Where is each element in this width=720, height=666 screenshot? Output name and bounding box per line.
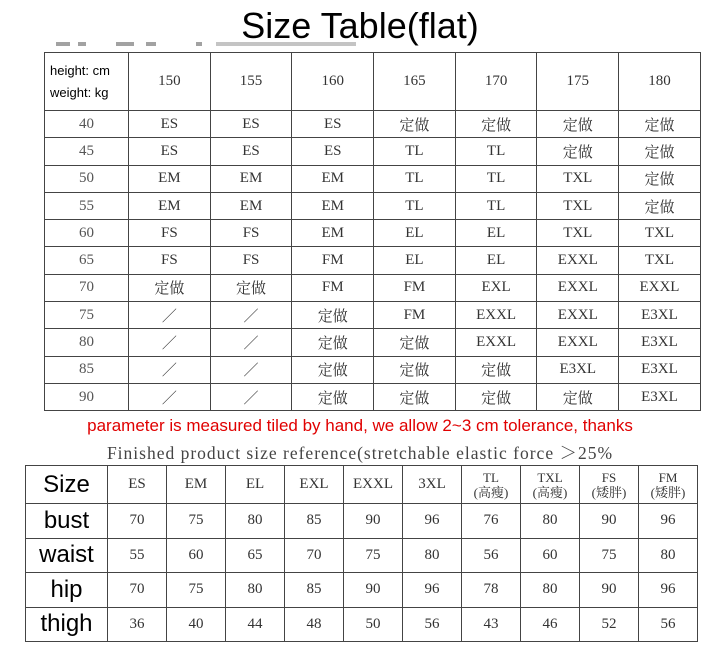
size-cell: FS: [129, 220, 211, 247]
measurement-value: 90: [344, 573, 403, 608]
size-cell: 定做: [619, 192, 701, 219]
garment-measurement-table: [25, 465, 698, 642]
size-cell: ／: [210, 329, 292, 356]
size-cell: FM: [374, 302, 456, 329]
size-code: EXL: [299, 476, 329, 492]
height-weight-header-cell: [45, 53, 129, 111]
size-header-cell: [167, 466, 226, 504]
measurement-value: 80: [521, 573, 580, 608]
size-cell: ES: [292, 138, 374, 165]
size-cell: EL: [374, 247, 456, 274]
measurement-value: 75: [167, 504, 226, 539]
size-code: TXL: [537, 469, 563, 485]
measurement-value: 96: [403, 504, 462, 539]
measurement-label: hip: [26, 573, 108, 608]
measurement-value: 52: [580, 607, 639, 642]
size-cell: EXXL: [455, 302, 537, 329]
measurement-value: 80: [226, 504, 285, 539]
size-cell: ／: [129, 329, 211, 356]
weight-cell: 45: [45, 138, 129, 165]
weight-cell: 40: [45, 111, 129, 138]
size-cell: 定做: [292, 329, 374, 356]
table2-row: [26, 573, 698, 608]
measurement-value: 90: [344, 504, 403, 539]
table1-row: [45, 274, 701, 301]
measurement-value: 70: [108, 573, 167, 608]
table2-row: [26, 538, 698, 573]
size-cell: EL: [455, 247, 537, 274]
size-cell: ／: [210, 356, 292, 383]
size-cell: TXL: [537, 165, 619, 192]
size-cell: 定做: [374, 329, 456, 356]
size-cell: TXL: [619, 220, 701, 247]
measurement-value: 76: [462, 504, 521, 539]
size-cell: ／: [129, 383, 211, 410]
weight-cell: 85: [45, 356, 129, 383]
size-cell: FS: [210, 247, 292, 274]
size-cell: 定做: [292, 356, 374, 383]
measurement-value: 56: [462, 538, 521, 573]
size-note: (高瘦): [473, 484, 509, 500]
measurement-value: 55: [108, 538, 167, 573]
weight-cell: 55: [45, 192, 129, 219]
size-cell: ES: [210, 111, 292, 138]
measurement-value: 80: [521, 504, 580, 539]
measurement-value: 50: [344, 607, 403, 642]
size-cell: 定做: [292, 383, 374, 410]
height-header-cell: 170: [455, 53, 537, 111]
size-header-cell: [403, 466, 462, 504]
size-cell: EM: [292, 165, 374, 192]
size-cell: EM: [292, 192, 374, 219]
size-cell: TXL: [537, 220, 619, 247]
size-cell: TL: [455, 192, 537, 219]
size-cell: EL: [455, 220, 537, 247]
size-cell: TXL: [537, 192, 619, 219]
measurement-value: 46: [521, 607, 580, 642]
size-cell: FS: [129, 247, 211, 274]
size-header-cell: [108, 466, 167, 504]
measurement-value: 75: [580, 538, 639, 573]
size-cell: 定做: [455, 111, 537, 138]
size-cell: TL: [374, 192, 456, 219]
size-cell: 定做: [537, 383, 619, 410]
weight-cell: 50: [45, 165, 129, 192]
size-cell: FS: [210, 220, 292, 247]
size-cell: 定做: [374, 383, 456, 410]
measurement-value: 70: [285, 538, 344, 573]
size-cell: ／: [210, 383, 292, 410]
measurement-value: 96: [639, 504, 698, 539]
size-cell: ES: [292, 111, 374, 138]
measurement-value: 80: [639, 538, 698, 573]
measurement-value: 36: [108, 607, 167, 642]
size-code: ES: [128, 476, 146, 492]
size-cell: 定做: [619, 111, 701, 138]
size-cell: TL: [374, 165, 456, 192]
size-cell: EM: [129, 192, 211, 219]
size-cell: FM: [292, 247, 374, 274]
weight-cell: 75: [45, 302, 129, 329]
weight-cell: 70: [45, 274, 129, 301]
tolerance-note: parameter is measured tiled by hand, we allow 2~3 cm tolerance, thanks: [87, 416, 633, 435]
size-note: (高瘦): [532, 484, 568, 500]
size-code: EXXL: [353, 476, 393, 492]
height-header-cell: 180: [619, 53, 701, 111]
size-cell: EXXL: [455, 329, 537, 356]
size-cell: TL: [374, 138, 456, 165]
measurement-value: 56: [403, 607, 462, 642]
size-code: 3XL: [418, 476, 446, 492]
measurement-value: 85: [285, 504, 344, 539]
size-cell: 定做: [537, 138, 619, 165]
measurement-value: 60: [521, 538, 580, 573]
size-cell: ES: [129, 138, 211, 165]
table1-row: [45, 165, 701, 192]
measurement-value: 85: [285, 573, 344, 608]
size-cell: EXXL: [619, 274, 701, 301]
size-header-label: Size: [26, 466, 108, 504]
size-cell: ES: [210, 138, 292, 165]
weight-cell: 60: [45, 220, 129, 247]
table1-row: [45, 247, 701, 274]
size-cell: 定做: [619, 165, 701, 192]
table1-row: [45, 192, 701, 219]
size-cell: 定做: [537, 111, 619, 138]
table1-row: [45, 111, 701, 138]
size-cell: TL: [455, 138, 537, 165]
size-cell: E3XL: [619, 302, 701, 329]
measurement-value: 60: [167, 538, 226, 573]
measurement-value: 80: [226, 573, 285, 608]
size-cell: EM: [129, 165, 211, 192]
measurement-value: 96: [403, 573, 462, 608]
size-cell: EM: [210, 165, 292, 192]
height-header-cell: 160: [292, 53, 374, 111]
measurement-value: 90: [580, 573, 639, 608]
weight-cell: 90: [45, 383, 129, 410]
measurement-label: thigh: [26, 607, 108, 642]
cropped-text-remnant: [56, 40, 366, 50]
height-header-cell: 175: [537, 53, 619, 111]
measurement-value: 65: [226, 538, 285, 573]
table1-row: [45, 383, 701, 410]
size-cell: 定做: [619, 138, 701, 165]
height-header-cell: 150: [129, 53, 211, 111]
size-cell: ES: [129, 111, 211, 138]
size-header-cell: [462, 466, 521, 504]
measurement-value: 44: [226, 607, 285, 642]
size-code: TL: [483, 469, 499, 485]
size-cell: E3XL: [619, 356, 701, 383]
size-cell: EXXL: [537, 302, 619, 329]
size-note: (矮胖): [650, 484, 686, 500]
size-note: (矮胖): [591, 484, 627, 500]
height-unit-label: height: cm: [50, 62, 110, 78]
size-cell: E3XL: [537, 356, 619, 383]
size-header-cell: [639, 466, 698, 504]
height-header-cell: 155: [210, 53, 292, 111]
measurement-value: 43: [462, 607, 521, 642]
measurement-label: bust: [26, 504, 108, 539]
measurement-value: 96: [639, 573, 698, 608]
measurement-value: 80: [403, 538, 462, 573]
weight-unit-label: weight: kg: [50, 84, 109, 100]
size-header-cell: [580, 466, 639, 504]
size-cell: 定做: [455, 383, 537, 410]
size-cell: EL: [374, 220, 456, 247]
size-cell: ／: [210, 302, 292, 329]
size-cell: E3XL: [619, 329, 701, 356]
size-header-cell: [285, 466, 344, 504]
size-code: EL: [245, 476, 265, 492]
size-header-cell: [521, 466, 580, 504]
size-cell: FM: [374, 274, 456, 301]
size-by-height-weight-table: [44, 52, 701, 411]
table1-row: [45, 302, 701, 329]
table2-row: [26, 607, 698, 642]
size-cell: EXXL: [537, 329, 619, 356]
size-cell: 定做: [210, 274, 292, 301]
size-code: EM: [184, 476, 208, 492]
size-cell: ／: [129, 302, 211, 329]
size-cell: EM: [292, 220, 374, 247]
weight-cell: 80: [45, 329, 129, 356]
size-cell: FM: [292, 274, 374, 301]
size-cell: EXXL: [537, 247, 619, 274]
weight-cell: 65: [45, 247, 129, 274]
size-cell: 定做: [292, 302, 374, 329]
measurement-value: 75: [344, 538, 403, 573]
table2-row: [26, 504, 698, 539]
table1-row: [45, 220, 701, 247]
size-cell: EXL: [455, 274, 537, 301]
size-code: FS: [601, 469, 617, 485]
size-cell: TL: [455, 165, 537, 192]
size-cell: 定做: [129, 274, 211, 301]
measurement-value: 40: [167, 607, 226, 642]
table1-row: [45, 356, 701, 383]
measurement-value: 75: [167, 573, 226, 608]
measurement-table-caption: Finished product size reference(stretchable elastic force ＞25%: [106, 443, 614, 463]
measurement-value: 56: [639, 607, 698, 642]
measurement-value: 70: [108, 504, 167, 539]
size-cell: E3XL: [619, 383, 701, 410]
measurement-value: 48: [285, 607, 344, 642]
size-cell: EXXL: [537, 274, 619, 301]
table1-header-row: [45, 53, 701, 111]
size-code: FM: [658, 469, 678, 485]
size-header-cell: [226, 466, 285, 504]
size-cell: 定做: [374, 356, 456, 383]
measurement-value: 78: [462, 573, 521, 608]
measurement-label: waist: [26, 538, 108, 573]
size-cell: ／: [129, 356, 211, 383]
table1-row: [45, 329, 701, 356]
size-cell: 定做: [455, 356, 537, 383]
table1-row: [45, 138, 701, 165]
size-cell: 定做: [374, 111, 456, 138]
table2-header-row: [26, 466, 698, 504]
size-cell: EM: [210, 192, 292, 219]
measurement-value: 90: [580, 504, 639, 539]
page-title: Size Table(flat): [241, 5, 479, 46]
size-header-cell: [344, 466, 403, 504]
height-header-cell: 165: [374, 53, 456, 111]
size-cell: TXL: [619, 247, 701, 274]
